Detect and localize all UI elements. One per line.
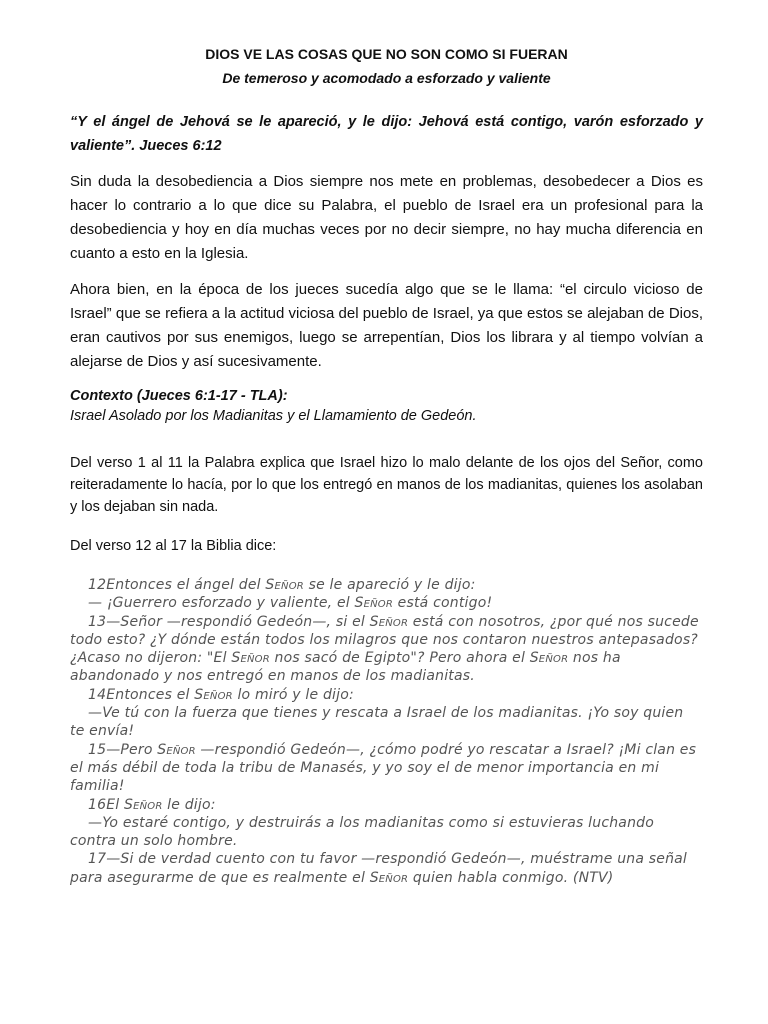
scripture-text: —respondió Gedeón—, ¿cómo podré yo rescatar a Israel? ¡Mi clan es — [195, 741, 697, 758]
scripture-lord: Señor — [231, 650, 270, 667]
scripture-text: ¿Acaso no dijeron: "El — [70, 650, 232, 667]
scripture-lord: Señor — [194, 686, 233, 703]
scripture-line — [70, 576, 703, 594]
paragraph-verses-12-17-lead: Del verso 12 al 17 la Biblia dice: — [70, 538, 277, 554]
scripture-line: el más débil de toda la tribu de Manasés, y yo soy el de menor importancia en mi — [70, 759, 660, 776]
scripture-lord: Señor — [265, 577, 304, 593]
scripture-text: 12Entonces el ángel del — [88, 577, 266, 593]
scripture-text: nos sacó de Egipto"? Pero ahora el — [269, 650, 530, 667]
scripture-line — [70, 796, 703, 814]
scripture-lord: Señor — [529, 650, 569, 667]
paragraph-verses-1-11: Del verso 1 al 11 la Palabra explica que Israel hizo lo malo delante de los ojos del Señor, como reiteradamente lo hacía, por lo que los entregó en manos de los madianitas, quienes los asolaban y los dejaban sin nada. — [70, 455, 703, 515]
scripture-lord: Señor — [354, 595, 394, 612]
scripture-text: para asegurarme de que es realmente el — [70, 869, 370, 886]
scripture-line: familia! — [70, 778, 125, 795]
scripture-line — [70, 869, 703, 887]
scripture-lord: Señor — [369, 869, 409, 886]
scripture-line — [70, 741, 703, 759]
paragraph-disobedience: Sin duda la desobediencia a Dios siempre nos mete en problemas, desobedecer a Dios es hacer lo contrario a lo que dice su Palabra, el pueblo de Israel era un profesional para la desobediencia y hoy en día muchas veces por no decir siempre, no hay mucha diferencia en cuanto a esto en la Iglesia. — [70, 173, 703, 262]
document-subtitle: De temeroso y acomodado a esforzado y valiente — [222, 70, 551, 86]
scripture-passage — [70, 576, 703, 887]
scripture-line — [70, 649, 703, 667]
scripture-text: lo miró y le dijo: — [232, 686, 354, 703]
scripture-line: contra un solo hombre. — [70, 833, 238, 850]
scripture-line: todo esto? ¿Y dónde están todos los milagros que nos contaron nuestros antepasados? — [70, 631, 698, 648]
scripture-text: 13—Señor —respondió Gedeón—, si el — [88, 613, 370, 630]
verse-quote: “Y el ángel de Jehová se le apareció, y le dijo: Jehová está contigo, varón esforzado y valiente”. Jueces 6:12 — [70, 114, 703, 154]
scripture-lord: Señor — [124, 796, 163, 813]
scripture-text: 14Entonces el — [88, 686, 195, 703]
scripture-lord: Señor — [369, 613, 409, 630]
scripture-line — [70, 686, 703, 704]
scripture-text: le dijo: — [162, 796, 216, 813]
scripture-text: — ¡Guerrero esforzado y valiente, el — [88, 595, 355, 612]
scripture-text: 16El — [88, 796, 124, 813]
scripture-text: 15—Pero — [88, 741, 158, 758]
scripture-line — [70, 613, 703, 631]
scripture-line — [70, 594, 703, 612]
context-heading: Contexto (Jueces 6:1-17 - TLA): — [70, 388, 288, 404]
scripture-text: se le apareció y le dijo: — [303, 577, 476, 593]
document-page — [70, 44, 703, 887]
scripture-line: 17—Si de verdad cuento con tu favor —respondió Gedeón—, muéstrame una señal — [88, 851, 688, 868]
scripture-line: —Ve tú con la fuerza que tienes y rescata a Israel de los madianitas. ¡Yo soy quien — [88, 705, 684, 722]
scripture-text: está contigo! — [393, 595, 493, 612]
scripture-lord: Señor — [157, 741, 196, 758]
scripture-line: te envía! — [70, 723, 135, 740]
scripture-text: nos ha — [568, 650, 621, 667]
scripture-line: abandonado y nos entregó en manos de los madianitas. — [70, 668, 475, 685]
scripture-text: está con nosotros, ¿por qué nos sucede — [408, 613, 699, 630]
scripture-text: quien habla conmigo. (NTV) — [408, 869, 614, 886]
scripture-line: —Yo estaré contigo, y destruirás a los madianitas como si estuvieras luchando — [88, 814, 655, 831]
paragraph-vicious-circle: Ahora bien, en la época de los jueces sucedía algo que se le llama: “el circulo vicioso de Israel” que se refiera a la actitud viciosa del pueblo de Israel, ya que estos se alejaban de Dios, eran cautivos por sus enemigos, luego se arrepentían, Dios los librara y al tiempo volvían a alejarse de Dios y así sucesivamente. — [70, 281, 703, 370]
document-title: DIOS VE LAS COSAS QUE NO SON COMO SI FUERAN — [205, 46, 568, 62]
context-subheading: Israel Asolado por los Madianitas y el Llamamiento de Gedeón. — [70, 408, 477, 424]
